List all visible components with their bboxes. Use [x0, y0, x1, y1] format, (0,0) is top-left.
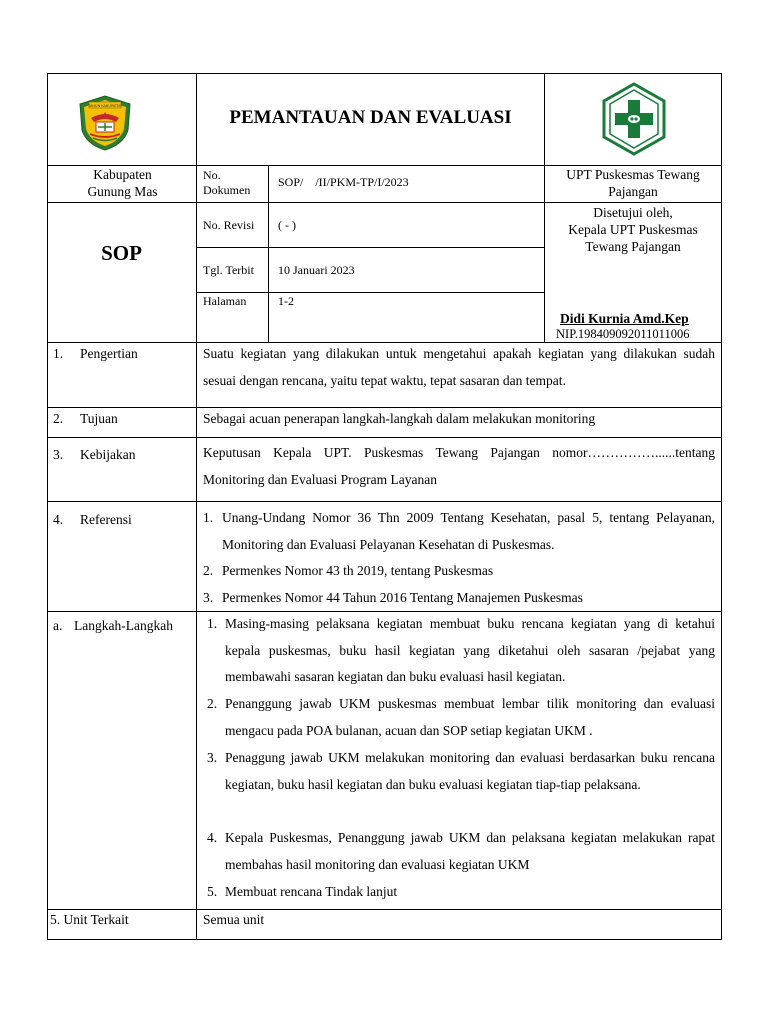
- signer-nip: NIP.198409092011011006: [556, 327, 690, 341]
- langkah-item: Kepala Puskesmas, Penanggung jawab UKM dan pelaksana kegiatan melakukan rapat membahas hasil monitoring dan evaluasi kegiatan UKM: [225, 830, 715, 872]
- sop-label: SOP: [101, 241, 142, 265]
- section-langkah-number: a.: [53, 618, 63, 633]
- section-tujuan-number: 2.: [53, 411, 64, 426]
- section-pengertian-label: Pengertian: [80, 346, 138, 361]
- section-langkah-label: Langkah-Langkah: [74, 618, 173, 633]
- section-pengertian-number: 1.: [53, 346, 64, 361]
- org-name: UPT Puskesmas Tewang Pajangan: [566, 167, 700, 199]
- section-pengertian-text: Suatu kegiatan yang dilakukan untuk mengetahui apakah kegiatan yang dilakukan sudah sesuai dengan rencana, yaitu tepat waktu, tepat sasaran dan tempat.: [203, 346, 715, 388]
- issue-date-value: 10 Januari 2023: [278, 263, 355, 277]
- approval-line-1: Disetujui oleh,: [593, 205, 673, 220]
- referensi-item: Permenkes Nomor 44 Tahun 2016 Tentang Manajemen Puskesmas: [222, 590, 583, 605]
- referensi-item: Unang-Undang Nomor 36 Thn 2009 Tentang Kesehatan, pasal 5, tentang Pelayanan, Monitoring dan Evaluasi Pelayanan Kesehatan di Puskesmas.: [222, 510, 715, 552]
- langkah-item-number: 3.: [207, 750, 218, 765]
- svg-text:TAHUN KABUPATEN: TAHUN KABUPATEN: [88, 104, 122, 108]
- referensi-item: Permenkes Nomor 43 th 2019, tentang Puskesmas: [222, 563, 494, 578]
- section-kebijakan-text: Keputusan Kepala UPT. Puskesmas Tewang Pajangan nomor……………......tentang Monitoring dan Evaluasi Program Layanan: [203, 445, 715, 487]
- doc-number-value: SOP/ /II/PKM-TP/I/2023: [278, 175, 409, 189]
- referensi-item-number: 3.: [203, 590, 214, 605]
- langkah-item: Penaggung jawab UKM melakukan monitoring dan evaluasi berdasarkan buku rencana kegiatan, buku hasil kegiatan dan buku evaluasi kegiatan tiap-tiap pelaksana.: [225, 750, 715, 792]
- referensi-item-number: 2.: [203, 563, 214, 578]
- section-unit-text: Semua unit: [203, 912, 265, 927]
- approval-line-2: Kepala UPT Puskesmas: [568, 222, 698, 237]
- langkah-item-number: 1.: [207, 616, 218, 631]
- langkah-item-number: 4.: [207, 830, 218, 845]
- doc-number-label: No. Dokumen: [203, 168, 251, 197]
- langkah-item-number: 2.: [207, 696, 218, 711]
- section-tujuan-label: Tujuan: [80, 411, 118, 426]
- section-unit-label: 5. Unit Terkait: [50, 912, 129, 927]
- section-referensi-number: 4.: [53, 512, 64, 527]
- document-title: PEMANTAUAN DAN EVALUASI: [229, 107, 512, 128]
- section-kebijakan-number: 3.: [53, 447, 64, 462]
- section-tujuan-text: Sebagai acuan penerapan langkah-langkah dalam melakukan monitoring: [203, 411, 596, 426]
- langkah-item-number: 5.: [207, 884, 218, 899]
- revision-value: ( - ): [278, 218, 296, 232]
- region-name: Kabupaten Gunung Mas: [87, 167, 158, 199]
- approval-line-3: Tewang Pajangan: [585, 239, 681, 254]
- langkah-item: Penanggung jawab UKM puskesmas membuat lembar tilik monitoring dan evaluasi mengacu pada POA bulanan, acuan dan SOP setiap kegiatan UKM .: [225, 696, 715, 738]
- signer-name: Didi Kurnia Amd.Kep: [560, 311, 689, 326]
- issue-date-label: Tgl. Terbit: [203, 263, 254, 277]
- langkah-item: Masing-masing pelaksana kegiatan membuat buku rencana kegiatan yang di ketahui kepala puskesmas, buku hasil kegiatan yang diketahui oleh sasaran /pejabat yang membawahi sasaran kegiatan dan buku evaluasi hasil kegiatan.: [225, 616, 715, 684]
- puskesmas-logo: [601, 82, 667, 156]
- revision-label: No. Revisi: [203, 218, 255, 232]
- referensi-item-number: 1.: [203, 510, 214, 525]
- page-label: Halaman: [203, 294, 247, 308]
- regency-seal-logo: [76, 94, 134, 152]
- langkah-item: Membuat rencana Tindak lanjut: [225, 884, 398, 899]
- page-value: 1-2: [278, 294, 294, 308]
- section-referensi-label: Referensi: [80, 512, 132, 527]
- section-kebijakan-label: Kebijakan: [80, 447, 136, 462]
